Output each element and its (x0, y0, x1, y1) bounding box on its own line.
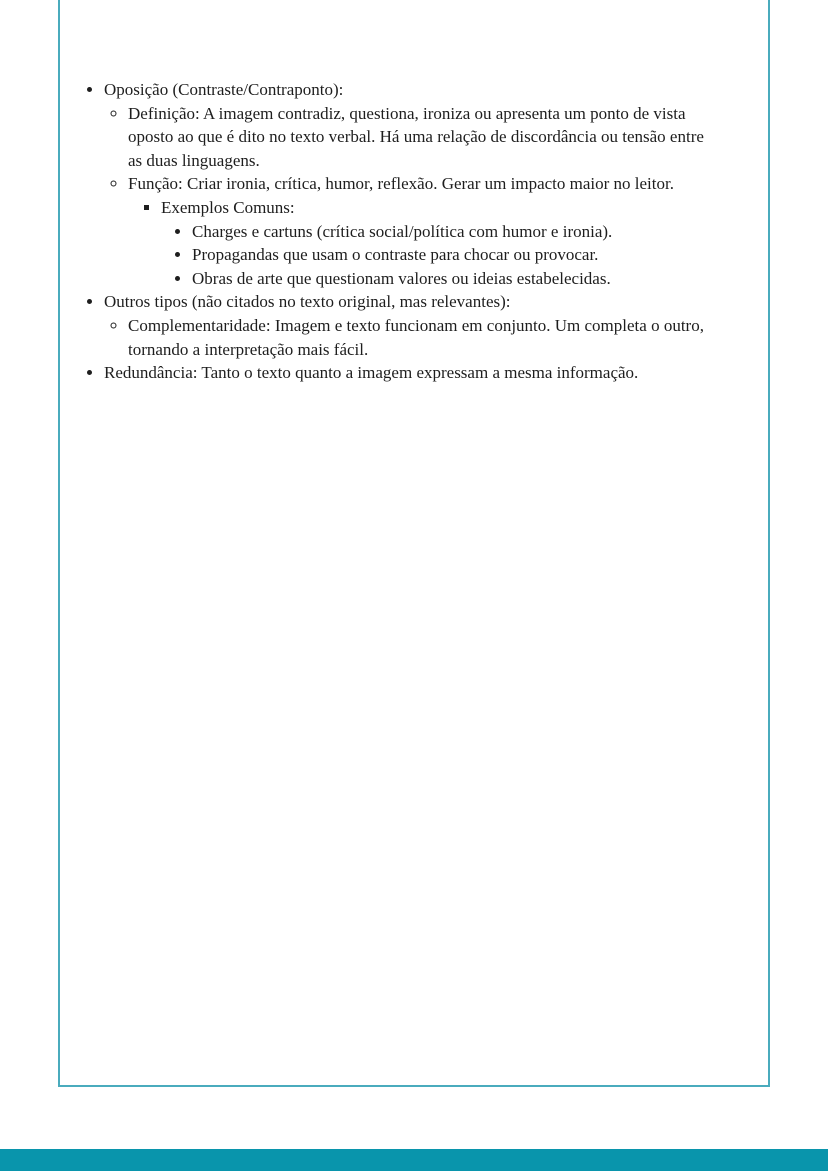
document-body-text (60, 78, 748, 385)
list-item-text: Função: Criar ironia, crítica, humor, reflexão. Gerar um impacto maior no leitor. (128, 174, 674, 194)
list-item-propagandas (192, 243, 706, 267)
list-item-obras-de-arte (192, 267, 706, 291)
list-item-funcao (128, 172, 734, 290)
list-item-text: Oposição (Contraste/Contraponto): (104, 80, 344, 99)
bullet-list-level2 (104, 102, 734, 291)
list-item-text: Redundância: Tanto o texto quanto a imagem expressam a mesma informação. (104, 363, 639, 383)
list-item-text: Complementaridade: Imagem e texto funcionam em conjunto. Um completa o outro, tornando a interpretação mais fácil. (128, 315, 704, 359)
list-item-text: Charges e cartuns (crítica social/política com humor e ironia). (192, 221, 613, 241)
list-item-text: Outros tipos (não citados no texto original, mas relevantes): (104, 292, 511, 312)
list-item-redundancia (104, 361, 748, 385)
list-item-text: Propagandas que usam o contraste para chocar ou provocar. (192, 245, 599, 265)
list-item-text: Obras de arte que questionam valores ou ideias estabelecidas. (192, 268, 611, 288)
list-item-text: Definição: A imagem contradiz, questiona, ironiza ou apresenta um ponto de vista oposto ao que é dito no texto verbal. Há uma relação de discordância ou tensão entre as duas linguagens. (128, 103, 704, 170)
list-item-text: Exemplos Comuns: (161, 197, 295, 217)
list-item-oposicao (104, 78, 748, 290)
bullet-list-level4 (161, 220, 706, 291)
footer-accent-bar (0, 1149, 828, 1171)
list-item-complementaridade (128, 314, 734, 361)
bullet-list-level1 (60, 78, 748, 385)
bullet-list-level2 (104, 314, 734, 361)
list-item-definicao (128, 102, 734, 173)
list-item-charges (192, 220, 706, 244)
list-item-outros-tipos (104, 290, 748, 361)
list-item-exemplos-comuns (161, 196, 720, 290)
bullet-list-level3 (128, 196, 720, 290)
